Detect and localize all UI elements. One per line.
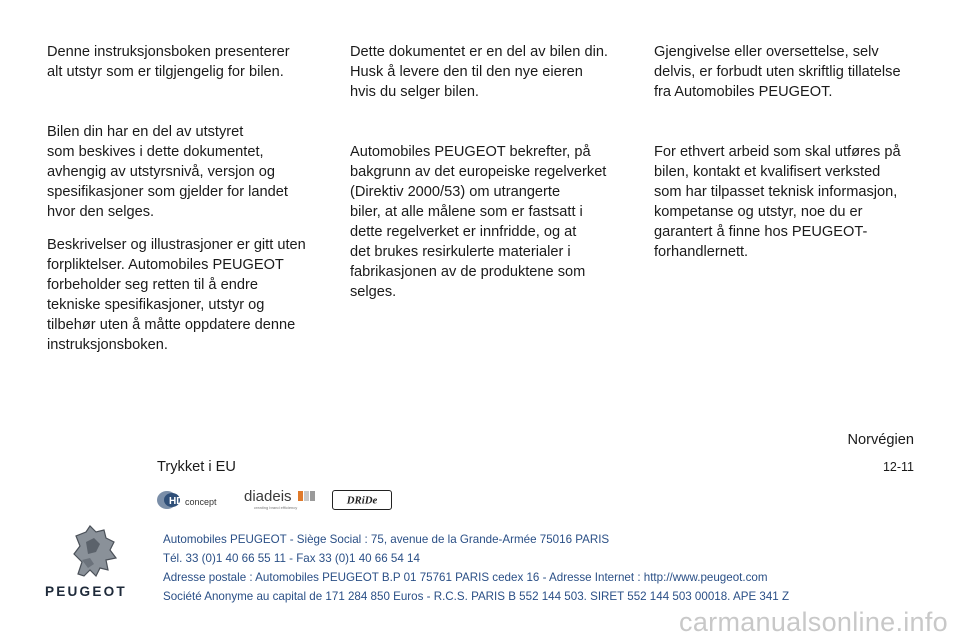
printed-label: Trykket i EU [157, 459, 236, 475]
hdconcept-logo-icon [155, 487, 227, 513]
site-watermark: carmanualsonline.info [679, 607, 948, 637]
address-line: Automobiles PEUGEOT - Siège Social : 75, avenue de la Grande-Armée 75016 PARIS [163, 533, 610, 546]
country-label: Norvégien [847, 432, 914, 448]
dride-logo-icon [332, 490, 392, 510]
hdconcept-suffix: concept [185, 497, 217, 507]
text-column-right [654, 42, 924, 262]
intro-paragraph: Denne instruksjonsboken presenterer alt utstyr som er tilgjengelig for bilen. [47, 44, 290, 80]
reproduction-paragraph: Gjengivelse eller oversettelse, selv delvis, er forbudt uten skriftlig tillatelse fra Automobiles PEUGEOT. [654, 44, 901, 100]
diadeis-logo-icon [244, 487, 318, 513]
text-column-middle [350, 42, 620, 302]
company-address-block [163, 530, 789, 606]
workshop-paragraph: For ethvert arbeid som skal utføres på bilen, kontakt et kvalifisert verksted som har tilpasset teknisk informasjon, kompetanse og utstyr, noe du er garantert å finne hos PEUGEOT- forhandlernett. [654, 144, 901, 260]
text-column-left [47, 42, 317, 355]
dride-wordmark: DRiDe [346, 494, 378, 507]
peugeot-brand-wordmark: PEUGEOT [45, 584, 127, 599]
disclaimer-paragraph: Beskrivelser og illustrasjoner er gitt uten forpliktelser. Automobiles PEUGEOT forbeholder seg retten til å endre tekniske spesifikasjoner, utstyr og tilbehør uten å måtte oppdatere denne instruksjonsboken. [47, 237, 306, 353]
address-line: Tél. 33 (0)1 40 66 55 11 - Fax 33 (0)1 40 66 54 14 [163, 552, 420, 565]
address-line: Société Anonyme au capital de 171 284 850 Euros - R.C.S. PARIS B 552 144 503. SIRET 552 144 503 00018. APE 341 Z [163, 590, 790, 603]
directive-paragraph: Automobiles PEUGEOT bekrefter, på bakgrunn av det europeiske regelverket (Direktiv 2000/53) om utrangerte biler, at alle målene som er fastsatt i dette regelverket er innfridde, og at det brukes resirkulerte materialer i fabrikasjonen av de produktene som selges. [350, 144, 607, 300]
address-line: Adresse postale : Automobiles PEUGEOT B.P 01 75761 PARIS cedex 16 - Adresse Internet : http://www.peugeot.com [163, 571, 768, 584]
peugeot-lion-icon [60, 524, 126, 580]
diadeis-tagline: creating brand efficiency [254, 505, 298, 510]
equipment-paragraph: Bilen din har en del av utstyret som beskives i dette dokumentet, avhengig av utstyrsnivå, versjon og spesifikasjoner som gjelder for landet hvor den selges. [47, 124, 288, 220]
hdconcept-prefix: HD [169, 496, 184, 507]
diadeis-wordmark: diadeis [244, 488, 292, 505]
document-paragraph: Dette dokumentet er en del av bilen din. Husk å levere den til den nye eieren hvis du selger bilen. [350, 44, 608, 100]
edition-code: 12-11 [882, 460, 914, 474]
